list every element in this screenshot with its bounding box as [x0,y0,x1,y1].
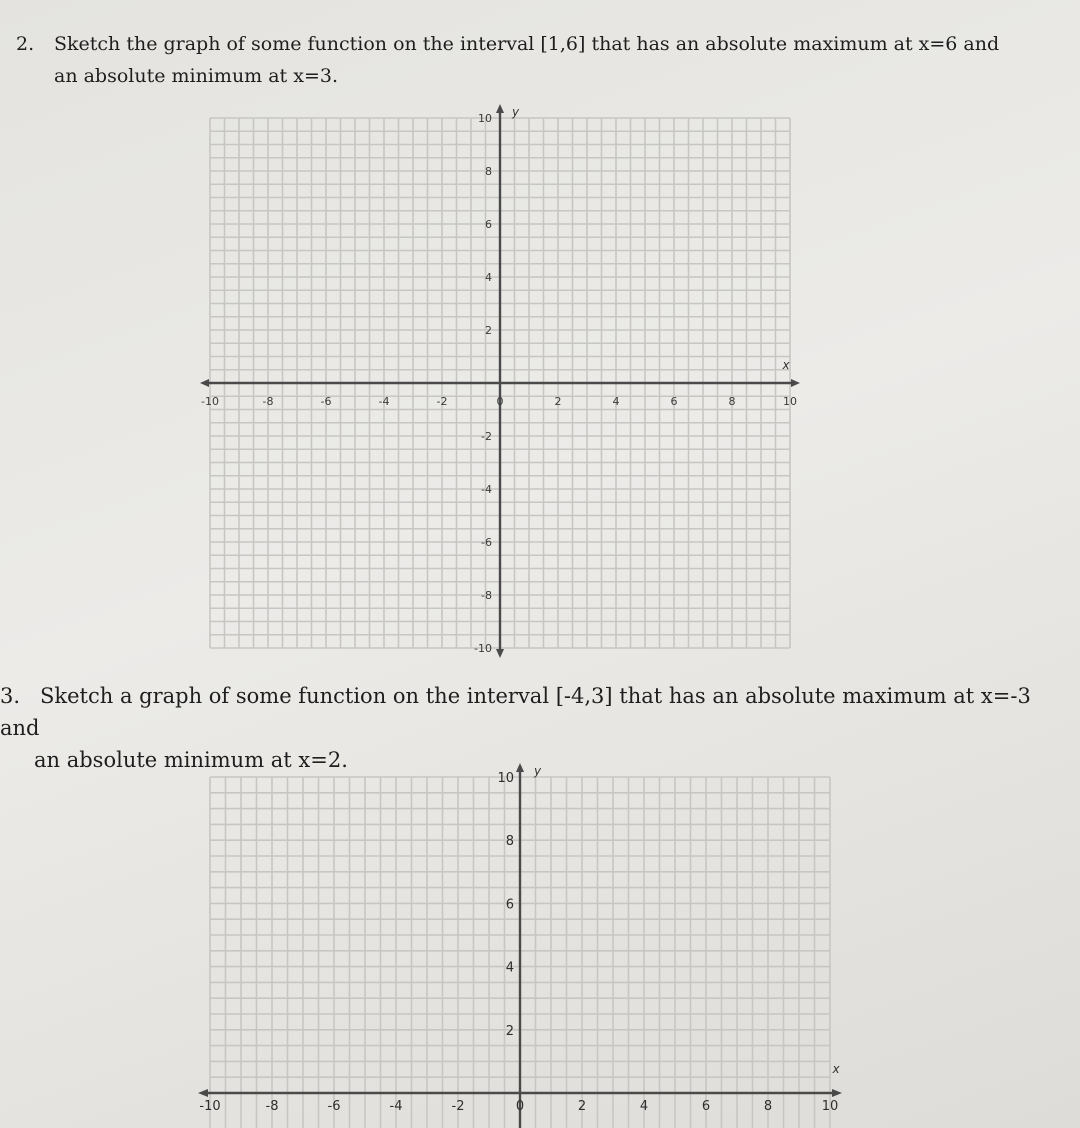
y-tick-label: -4 [481,483,492,496]
problem-3-number: 3. [0,684,21,708]
x-tick-label: 10 [783,395,797,408]
x-tick-label: -2 [451,1099,465,1114]
x-tick-label: -6 [320,395,332,408]
x-tick-label: -4 [389,1099,403,1114]
x-tick-label: -4 [378,395,390,408]
x-tick-label: 6 [701,1099,711,1114]
y-tick-label: 4 [505,960,514,976]
x-axis-label: x [782,358,790,372]
y-tick-label: 6 [485,218,492,231]
problem-2-text-line1: Sketch the graph of some function on the interval [1,6] that has an absolute maximum at x=6 and [54,33,1000,55]
x-axis-arrow-left [198,1089,208,1097]
y-tick-label: 8 [485,165,492,178]
problem-2-text-line2: an absolute minimum at x=3. [54,65,338,87]
y-tick-label: 4 [485,271,492,284]
x-tick-label: -2 [436,395,448,408]
y-axis-arrow-down [496,649,504,658]
y-tick-label: 8 [505,834,514,850]
y-tick-label: -10 [474,642,492,655]
y-tick-label: 2 [485,324,492,337]
y-axis-label: y [534,764,542,778]
x-tick-label: -10 [199,1099,221,1114]
problem-3-text-line2: an absolute minimum at x=2. [34,748,348,772]
y-tick-label: 6 [505,897,514,913]
x-tick-label: 4 [639,1099,649,1114]
y-tick-label: 2 [505,1023,514,1039]
y-axis-arrow-up [516,763,524,772]
x-tick-label: 8 [763,1099,773,1114]
y-tick-label: -8 [481,589,492,602]
x-tick-label: -8 [262,395,274,408]
x-tick-label: 0 [496,395,504,408]
x-axis-arrow-right [791,379,800,387]
problem-2 [16,28,1016,92]
x-axis-arrow-left [200,379,209,387]
x-tick-label: -10 [201,395,219,408]
x-tick-label: 8 [728,395,736,408]
problem-3-text-line1: Sketch a graph of some function on the interval [-4,3] that has an absolute maximum at x=-3 and [0,684,1031,740]
x-tick-label: 0 [515,1099,525,1114]
y-axis-arrow-up [496,104,504,113]
x-tick-label: 10 [821,1099,839,1114]
graph-2-grid [190,755,850,1128]
problem-2-number: 2. [16,33,35,55]
x-tick-label: -6 [327,1099,341,1114]
x-tick-label: 4 [612,395,620,408]
y-tick-label: 10 [497,771,514,786]
x-axis-arrow-right [832,1089,842,1097]
x-tick-label: -8 [265,1099,279,1114]
y-tick-label: 10 [478,112,492,125]
y-axis-label: y [512,105,520,119]
y-tick-label: -6 [481,536,492,549]
x-axis-label: x [832,1062,840,1076]
y-tick-label: -2 [481,430,492,443]
x-tick-label: 6 [670,395,678,408]
x-tick-label: 2 [554,395,562,408]
x-tick-label: 2 [577,1099,587,1114]
graph-1-grid [200,100,810,660]
